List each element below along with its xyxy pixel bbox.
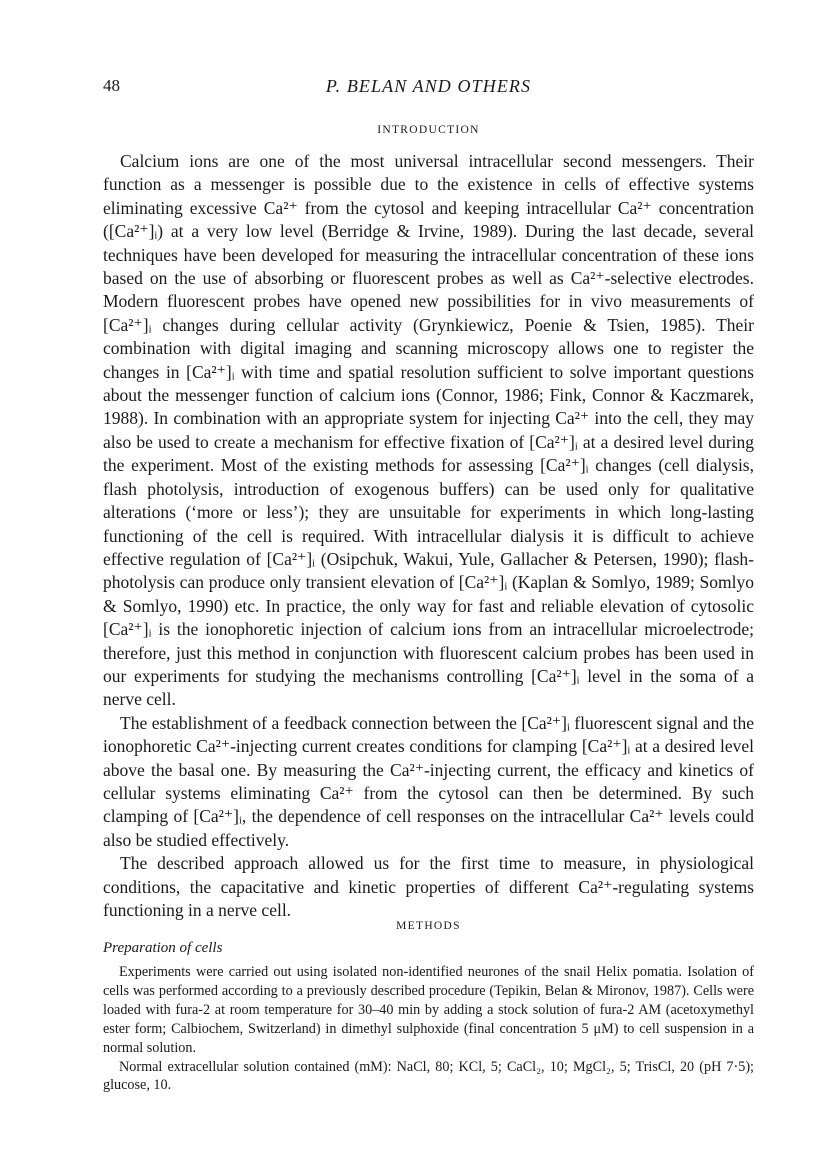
methods-paragraph: Normal extracellular solution contained (mM): NaCl, 80; KCl, 5; CaCl₂, 10; MgCl₂, 5; TrisCl, 20 (pH 7·5); glucose, 10. — [103, 1058, 754, 1094]
running-head: P. BELAN AND OTHERS — [325, 76, 532, 96]
methods-subheading: Preparation of cells — [103, 940, 223, 956]
methods-body — [103, 963, 754, 1095]
introduction-paragraph: The described approach allowed us for the first time to measure, in physiological conditions, the capacitative and kinetic properties of different Ca²⁺-regulating systems functioning in a nerve cell. — [103, 853, 754, 920]
methods-paragraph: Experiments were carried out using isolated non-identified neurones of the snail Helix pomatia. Isolation of cells was performed according to a previously described procedure (Tepikin, Belan & Mironov, 1987). Cells were loaded with fura-2 at room temperature for 30–40 min by adding a stock solution of fura-2 AM (acetoxymethyl ester form; Calbiochem, Switzerland) in dimethyl sulphoxide (final concentration 5 μM) to cell suspension in a normal solution. — [103, 964, 754, 1056]
methods-heading: METHODS — [396, 920, 461, 932]
page-header — [103, 76, 754, 100]
introduction-paragraph: Calcium ions are one of the most universal intracellular second messengers. Their function as a messenger is possible due to the existence in cells of effective systems eliminating excessive Ca²⁺ from the cytosol and keeping intracellular Ca²⁺ concentration ([Ca²⁺]ᵢ) at a very low level (Berridge & Irvine, 1989). During the last decade, several techniques have been developed for measuring the intracellular concentration of these ions based on the use of absorbing or fluorescent probes as well as Ca²⁺-selective electrodes. Modern fluorescent probes have opened new possibilities for in vivo measurements of [Ca²⁺]ᵢ changes during cellular activity (Grynkiewicz, Poenie & Tsien, 1985). Their combination with digital imaging and scanning microscopy allows one to register the changes in [Ca²⁺]ᵢ with time and spatial resolution sufficient to solve important questions about the messenger function of calcium ions (Connor, 1986; Fink, Connor & Kaczmarek, 1988). In combination with an appropriate system for injecting Ca²⁺ into the cell, they may also be used to create a mechanism for effective fixation of [Ca²⁺]ᵢ at a desired level during the experiment. Most of the existing methods for assessing [Ca²⁺]ᵢ changes (cell dialysis, flash photolysis, introduction of exogenous buffers) can be used only for qualitative alterations (‘more or less’); they are unsuitable for experiments in which long-lasting functioning of the cell is required. With intracellular dialysis it is difficult to achieve effective regulation of [Ca²⁺]ᵢ (Osipchuk, Wakui, Yule, Gallacher & Petersen, 1990); flash-photolysis can produce only transient elevation of [Ca²⁺]ᵢ (Kaplan & Somlyo, 1989; Somlyo & Somlyo, 1990) etc. In practice, the only way for fast and reliable elevation of cytosolic [Ca²⁺]ᵢ is the ionophoretic injection of calcium ions from an intracellular microelectrode; therefore, just this method in conjunction with fluorescent calcium probes has been used in our experiments for studying the mechanisms controlling [Ca²⁺]ᵢ level in the soma of a nerve cell. — [103, 151, 754, 710]
introduction-paragraph: The establishment of a feedback connection between the [Ca²⁺]ᵢ fluorescent signal and the ionophoretic Ca²⁺-injecting current creates conditions for clamping [Ca²⁺]ᵢ at a desired level above the basal one. By measuring the Ca²⁺-injecting current, the efficacy and kinetics of cellular systems eliminating Ca²⁺ from the cytosol can then be determined. By such clamping of [Ca²⁺]ᵢ, the dependence of cell responses on the intracellular Ca²⁺ levels could also be studied effectively. — [103, 712, 754, 850]
page-number: 48 — [103, 76, 120, 95]
introduction-heading: INTRODUCTION — [377, 124, 480, 136]
introduction-body — [103, 150, 754, 922]
